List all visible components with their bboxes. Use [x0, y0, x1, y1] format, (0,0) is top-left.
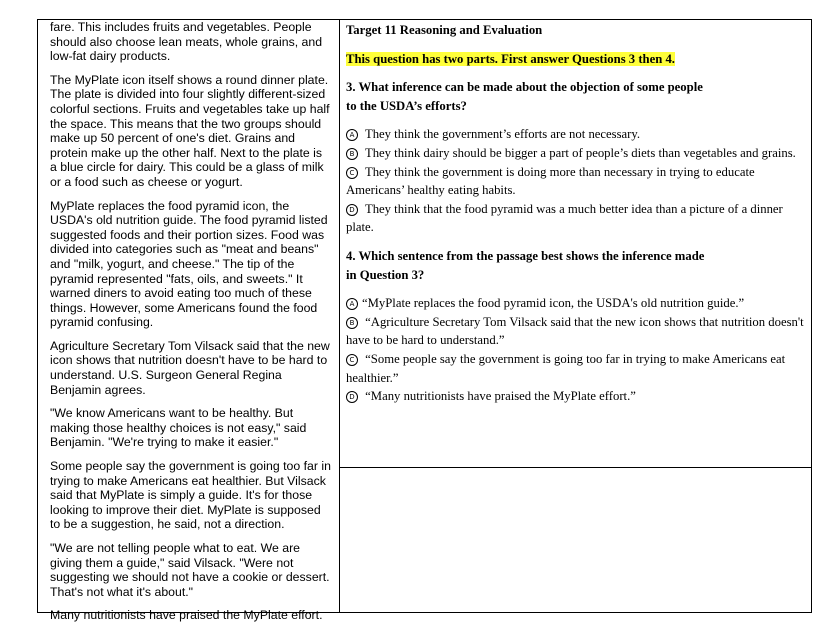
question-3-line-2: to the USDA’s efforts?: [346, 98, 467, 113]
instruction-line: [346, 50, 808, 69]
questions-column: [346, 21, 808, 406]
row-divider: [339, 467, 812, 468]
q3-option-d[interactable]: [346, 200, 808, 237]
option-b-circle-icon: B: [346, 317, 358, 329]
option-a-circle-icon: A: [346, 129, 358, 141]
passage-paragraph: Many nutritionists have praised the MyPlate effort.: [50, 608, 323, 623]
q4-option-d[interactable]: [346, 387, 808, 406]
option-c-circle-icon: C: [346, 167, 358, 179]
option-text: “Some people say the government is going too far in trying to make Americans eat healthier.”: [346, 351, 786, 385]
question-3-line-1: 3. What inference can be made about the objection of some people: [346, 80, 703, 95]
passage-paragraph: Agriculture Secretary Tom Vilsack said that the new icon shows that nutrition doesn't have to be hard to understand. U.S. Surgeon General Regina Benjamin agrees.: [50, 338, 330, 397]
question-4-line-1: 4. Which sentence from the passage best shows the inference made: [346, 248, 705, 263]
question-4-line-2: in Question 3?: [346, 267, 425, 282]
option-text: They think the government’s efforts are not necessary.: [362, 127, 641, 142]
option-d-circle-icon: D: [346, 204, 358, 216]
passage-paragraph: Some people say the government is going too far in trying to make Americans eat healthier. But Vilsack said that MyPlate is simply a guide. It's for those looking to improve their diet. MyPlate is supposed to be a suggestion, he said, not a direction.: [50, 459, 331, 532]
passage-paragraph: "We are not telling people what to eat. We are giving them a guide," said Vilsack. "Were not suggesting we should not have a cookie or dessert. That's not what it's about.": [50, 541, 330, 599]
option-text: They think that the food pyramid was a much better idea than a picture of a dinner plate.: [346, 201, 783, 235]
option-text: They think dairy should be bigger a part of people’s diets than vegetables and grains.: [362, 145, 796, 160]
passage-paragraph: MyPlate replaces the food pyramid icon, the USDA's old nutrition guide. The food pyramid listed suggested foods and their portion sizes. Food was divided into categories such as "meat and beans" and "milk, yogurt, and cheese." The tip of the pyramid represented "fats, oils, and sweets." It warned diners to avoid eating too much of these things. However, some Americans found the food pyramid confusing.: [50, 198, 328, 330]
q3-option-a[interactable]: [346, 125, 808, 144]
q4-option-c[interactable]: [346, 350, 808, 387]
target-heading: Target 11 Reasoning and Evaluation: [346, 23, 543, 37]
option-b-circle-icon: B: [346, 148, 358, 160]
passage-column: [50, 20, 332, 632]
passage-paragraph: fare. This includes fruits and vegetables. People should also choose lean meats, whole grains, and low-fat dairy products.: [50, 20, 323, 64]
option-text: “MyPlate replaces the food pyramid icon, the USDA's old nutrition guide.”: [362, 296, 745, 311]
q3-option-c[interactable]: [346, 163, 808, 200]
q4-option-a[interactable]: [346, 294, 808, 313]
passage-paragraph: "We know Americans want to be healthy. But making those healthy choices is not easy," said Benjamin. "We're trying to make it easier.": [50, 406, 307, 450]
instruction-highlight: This question has two parts. First answer Questions 3 then 4.: [346, 51, 675, 66]
option-text: “Agriculture Secretary Tom Vilsack said that the new icon shows that nutrition doesn't have to be hard to understand.”: [346, 314, 804, 348]
option-d-circle-icon: D: [346, 391, 358, 403]
column-divider: [339, 19, 340, 613]
q4-option-b[interactable]: [346, 313, 808, 350]
q3-option-b[interactable]: [346, 144, 808, 163]
option-a-circle-icon: A: [346, 298, 358, 310]
option-text: They think the government is doing more than necessary in trying to educate Americans’ healthy eating habits.: [346, 164, 755, 198]
option-c-circle-icon: C: [346, 354, 358, 366]
option-text: “Many nutritionists have praised the MyPlate effort.”: [362, 389, 636, 404]
passage-paragraph: The MyPlate icon itself shows a round dinner plate. The plate is divided into four slightly different-sized colorful sections. Fruits and vegetables take up half the space. This means that the two groups should make up 50 percent of one's diet. Grains and protein make up the other half. Next to the plate is a blue circle for dairy. This could be a glass of milk or a food such as cheese or yogurt.: [50, 72, 330, 189]
